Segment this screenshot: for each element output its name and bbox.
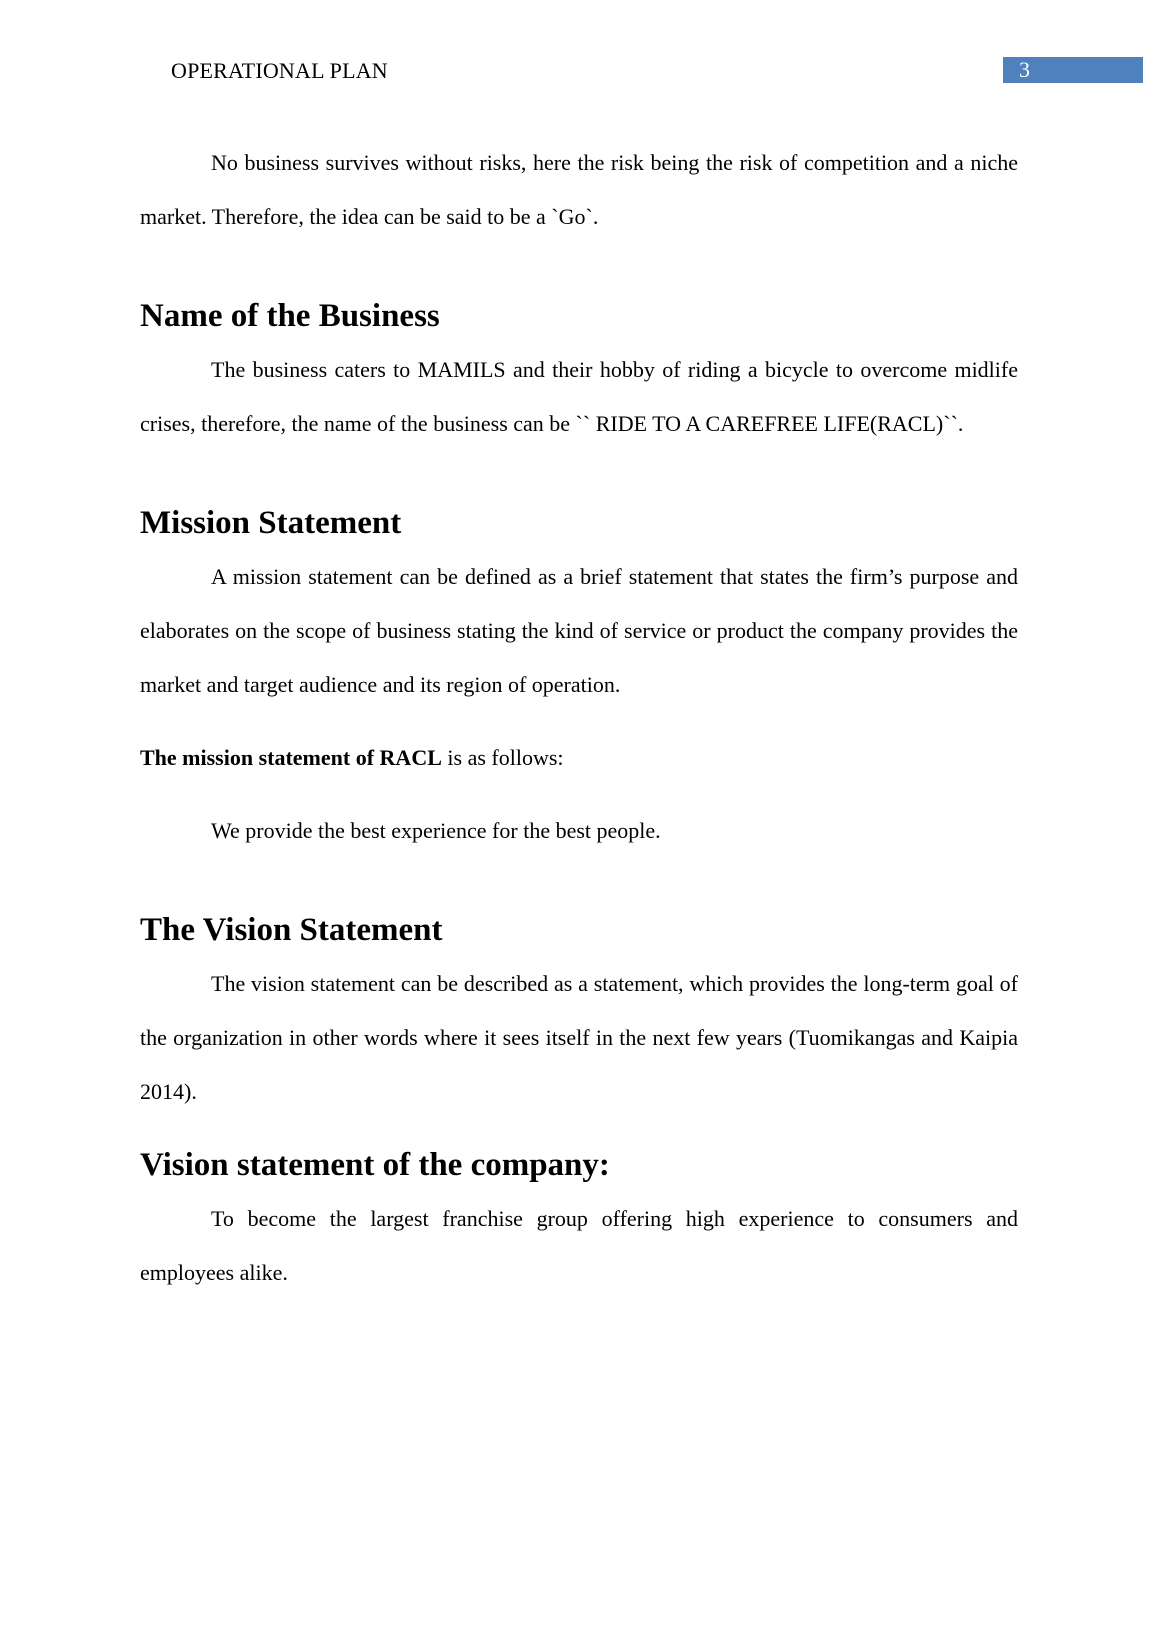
name-of-business-heading: Name of the Business	[140, 298, 440, 334]
section-spacer	[140, 858, 1018, 903]
mission-statement-heading: Mission Statement	[140, 505, 402, 541]
page-number: 3	[1019, 57, 1030, 82]
section-spacer	[140, 451, 1018, 496]
mission-of-racl-line	[140, 731, 1018, 785]
vision-statement-paragraph: The vision statement can be described as a statement, which provides the long-term goal of the organization in other words where it sees itself in the next few years (Tuomikangas and Kaipia 2014).	[140, 971, 1018, 1104]
section-spacer	[140, 1119, 1018, 1138]
section-spacer	[140, 244, 1018, 289]
section-spacer	[140, 712, 1018, 731]
running-header-title: OPERATIONAL PLAN	[171, 58, 388, 83]
mission-of-racl-bold: The mission statement of RACL	[140, 745, 442, 770]
vision-company-paragraph: To become the largest franchise group offering high experience to consumers and employees alike.	[140, 1206, 1018, 1285]
vision-statement-heading: The Vision Statement	[140, 912, 443, 948]
section-spacer	[140, 785, 1018, 804]
name-of-business-paragraph: The business caters to MAMILS and their hobby of riding a bicycle to overcome midlife crises, therefore, the name of the business can be `` RIDE TO A CAREFREE LIFE(RACL)``.	[140, 357, 1018, 436]
vision-company-heading: Vision statement of the company:	[140, 1147, 610, 1183]
intro-paragraph: No business survives without risks, here the risk being the risk of competition and a niche market. Therefore, the idea can be said to be a `Go`.	[140, 150, 1018, 229]
mission-of-racl-rest: is as follows:	[441, 745, 564, 770]
document-body	[140, 136, 1018, 1300]
page-number-badge	[1003, 57, 1143, 83]
mission-quote: We provide the best experience for the best people.	[211, 818, 661, 843]
mission-statement-paragraph: A mission statement can be defined as a brief statement that states the firm’s purpose and elaborates on the scope of business stating the kind of service or product the company provides the market and target audience and its region of operation.	[140, 564, 1018, 697]
